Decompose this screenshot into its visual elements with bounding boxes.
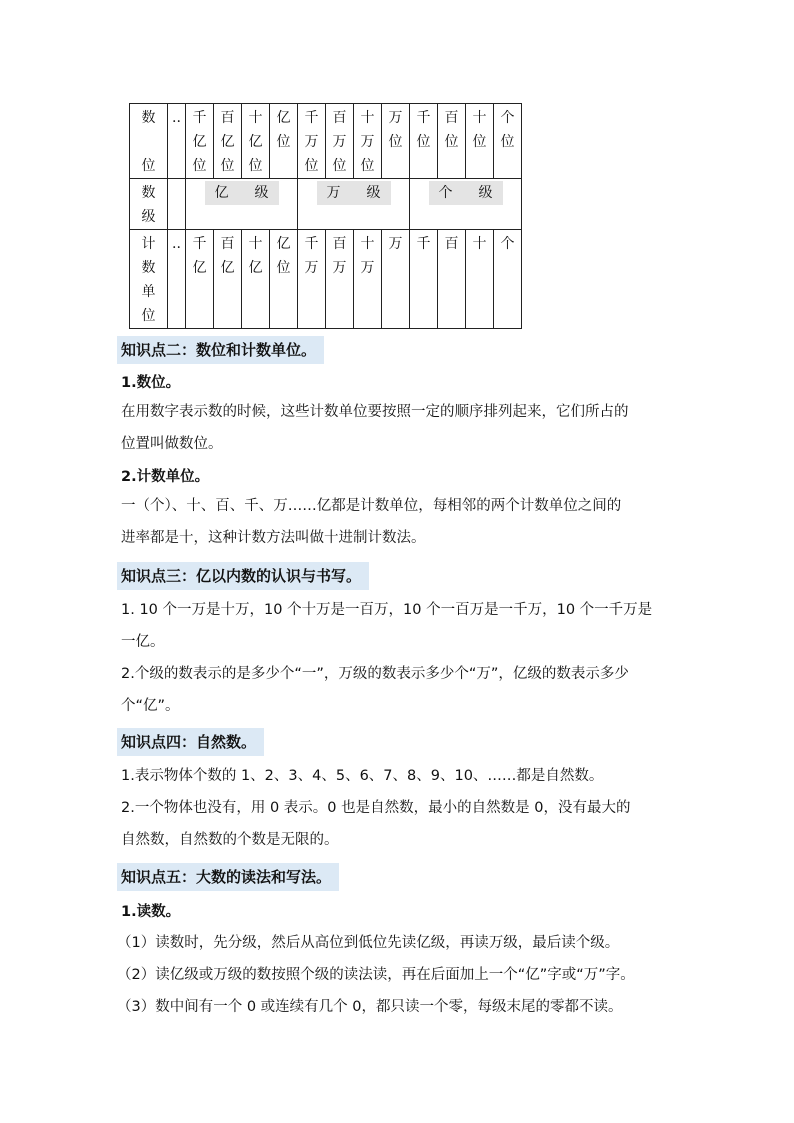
table-cell: 万 (382, 230, 410, 329)
dots-cell: .. (168, 230, 186, 329)
table-cell: 个 位 (494, 104, 522, 179)
subheading-reading: 1.读数。 (121, 904, 181, 920)
level-label: 个 级 (429, 181, 503, 205)
subheading-counting-unit: 2.计数单位。 (121, 469, 210, 485)
row-header-digit-place: 数 位 (130, 104, 168, 179)
table-cell: 百 万 (326, 230, 354, 329)
table-cell: 百 (438, 230, 466, 329)
table-cell: 亿 位 (270, 104, 298, 179)
paragraph: 在用数字表示数的时候，这些计数单位要按照一定的顺序排列起来，它们所占的 位置叫做数位。 (121, 404, 629, 452)
table-cell: 万 位 (382, 104, 410, 179)
table-cell: 百 亿 位 (214, 104, 242, 179)
row-header-counting-unit: 计 数 单 位 (130, 230, 168, 329)
level-label: 亿 级 (205, 181, 279, 205)
table-cell: 百 亿 (214, 230, 242, 329)
table-cell: 十 位 (466, 104, 494, 179)
table-cell: 百 位 (438, 104, 466, 179)
level-cell-ge (410, 179, 522, 230)
section-heading-4: 知识点四：自然数。 (117, 728, 264, 756)
level-cell-wan (298, 179, 410, 230)
table-cell: 十 万 位 (354, 104, 382, 179)
table-cell: 千 亿 位 (186, 104, 214, 179)
table-cell: 个 (494, 230, 522, 329)
table-row-level (130, 179, 522, 230)
section-heading-2: 知识点二：数位和计数单位。 (117, 336, 324, 364)
dots-cell (168, 179, 186, 230)
section-heading-5: 知识点五：大数的读法和写法。 (117, 863, 339, 891)
table-cell: 十 万 (354, 230, 382, 329)
paragraph: 1.表示物体个数的 1、2、3、4、5、6、7、8、9、10、……都是自然数。 2.一个物体也没有，用 0 表示。0 也是自然数，最小的自然数是 0，没有最大的 自然数，自然数的个数是无限的。 (121, 768, 631, 848)
level-cell-yi (186, 179, 298, 230)
table-cell: 百 万 位 (326, 104, 354, 179)
place-value-table (129, 103, 522, 329)
section-heading-3: 知识点三：亿以内数的认识与书写。 (117, 562, 369, 590)
table-cell: 千 (410, 230, 438, 329)
table-cell: 十 亿 位 (242, 104, 270, 179)
subheading-digit-place: 1.数位。 (121, 375, 181, 391)
dots-cell: .. (168, 104, 186, 179)
table-cell: 十 (466, 230, 494, 329)
table-cell: 千 位 (410, 104, 438, 179)
table-row-counting-unit (130, 230, 522, 329)
table-cell: 亿 位 (270, 230, 298, 329)
paragraph: （1）读数时，先分级，然后从高位到低位先读亿级，再读万级，最后读个级。 （2）读亿级或万级的数按照个级的读法读，再在后面加上一个“亿”字或“万”字。 （3）数中间有一个 0 或连续有几个 0，都只读一个零，每级末尾的零都不读。 (117, 935, 635, 1015)
paragraph: 一（个）、十、百、千、万……亿都是计数单位，每相邻的两个计数单位之间的 进率都是十，这种计数方法叫做十进制计数法。 (121, 498, 622, 546)
paragraph: 1. 10 个一万是十万，10 个十万是一百万，10 个一百万是一千万，10 个一千万是 一亿。 2.个级的数表示的是多少个“一”，万级的数表示多少个“万”，亿级的数表示多少 个“亿”。 (121, 602, 653, 714)
table-cell: 十 亿 (242, 230, 270, 329)
row-header-level: 数 级 (130, 179, 168, 230)
table-cell: 千 亿 (186, 230, 214, 329)
table-cell: 千 万 位 (298, 104, 326, 179)
table-cell: 千 万 (298, 230, 326, 329)
level-label: 万 级 (317, 181, 391, 205)
table-row-digit-place (130, 104, 522, 179)
